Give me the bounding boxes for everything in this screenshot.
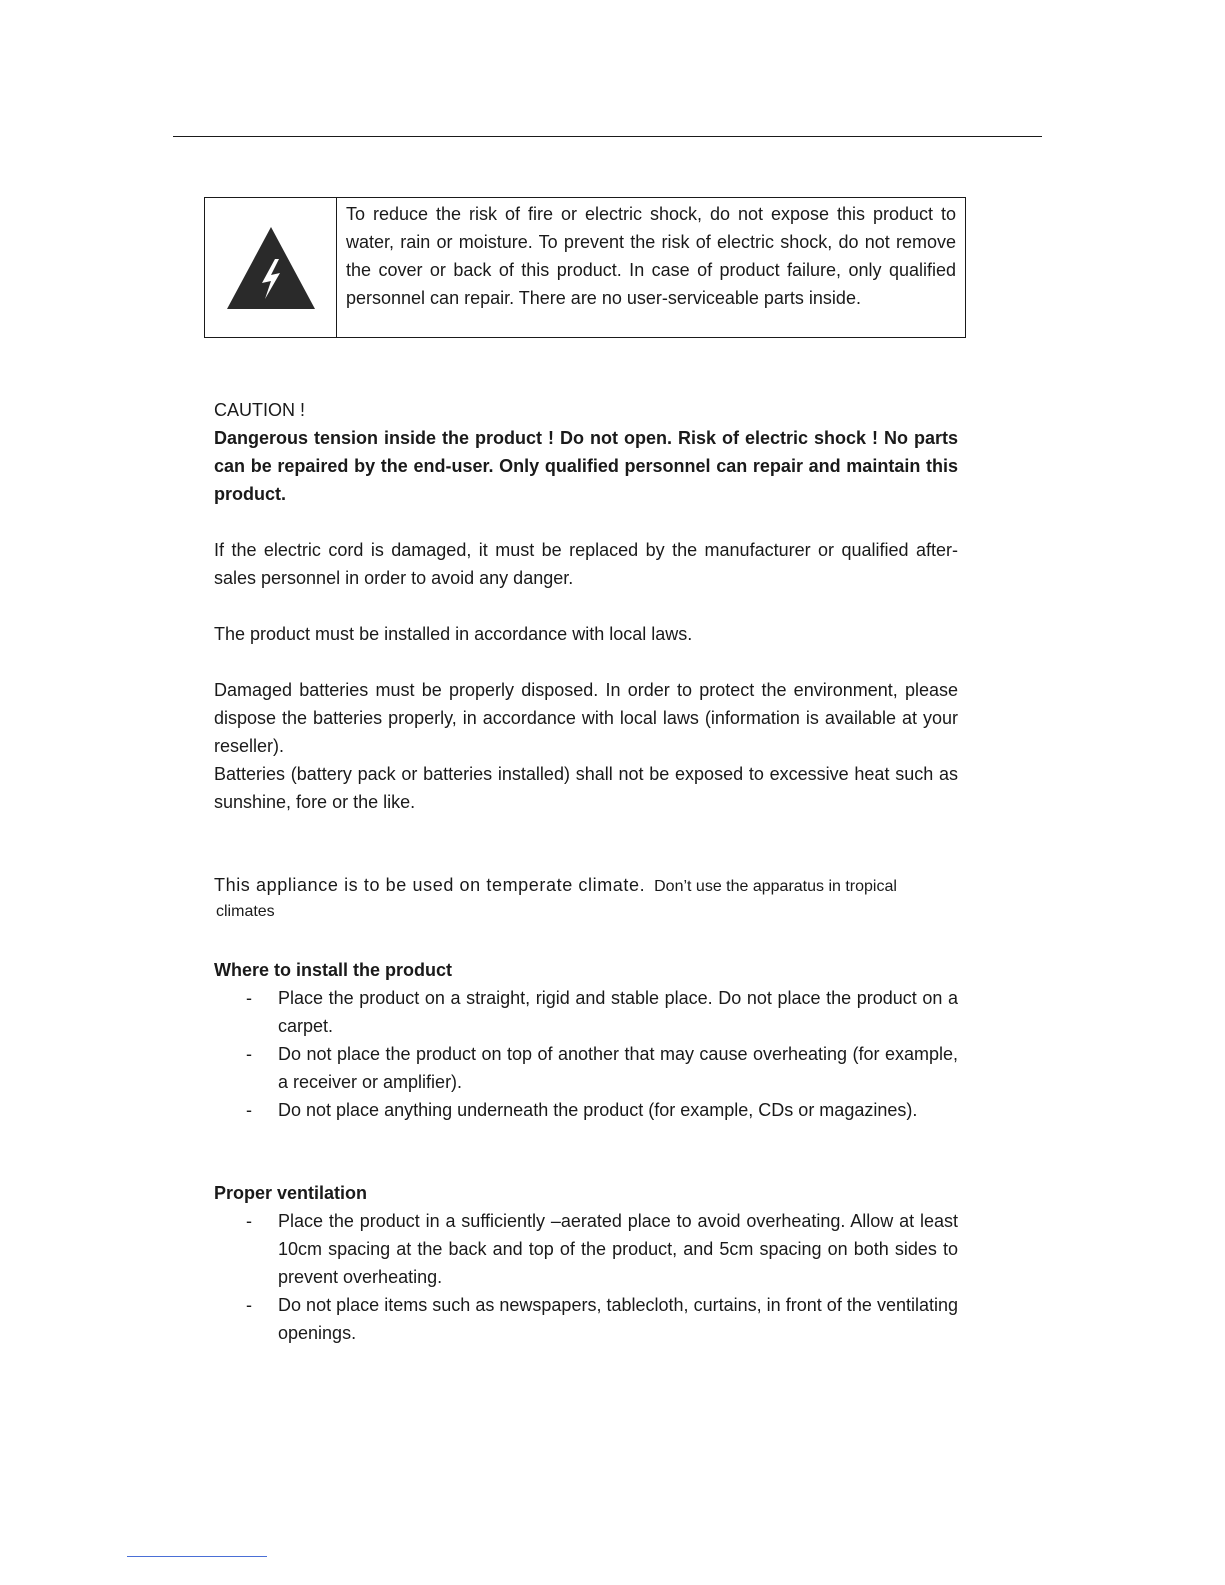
list-item-text: Place the product on a straight, rigid and stable place. Do not place the product on a carpet.	[278, 988, 958, 1036]
batteries-heat-paragraph: Batteries (battery pack or batteries installed) shall not be exposed to excessive heat such as sunshine, fore or the like.	[214, 764, 958, 812]
install-list	[214, 984, 958, 1124]
install-heading: Where to install the product	[214, 960, 453, 980]
climate-text-tropical: Don’t use the apparatus in tropical	[654, 878, 897, 895]
list-dash: -	[246, 1211, 252, 1231]
list-dash: -	[246, 1100, 252, 1120]
list-item	[214, 1096, 958, 1124]
batteries-section	[214, 676, 958, 816]
warning-icon-cell	[205, 198, 337, 337]
caution-section	[214, 396, 958, 508]
warning-text: To reduce the risk of fire or electric shock, do not expose this product to water, rain or moisture. To prevent the risk of electric shock, do not remove the cover or back of this product. In case of product failure, only qualified personnel can repair. There are no user-serviceable parts inside.	[346, 204, 956, 308]
list-dash: -	[246, 1295, 252, 1315]
list-item-text: Do not place items such as newspapers, tablecloth, curtains, in front of the ventilating openings.	[278, 1295, 958, 1343]
caution-title: CAUTION !	[214, 400, 306, 420]
header-rule	[173, 136, 1042, 137]
laws-paragraph: The product must be installed in accordance with local laws.	[214, 624, 693, 644]
cord-paragraph: If the electric cord is damaged, it must be replaced by the manufacturer or qualified after-sales personnel in order to avoid any danger.	[214, 540, 958, 588]
list-item	[214, 1291, 958, 1347]
warning-box	[204, 197, 966, 338]
list-item-text: Do not place anything underneath the product (for example, CDs or magazines).	[278, 1100, 918, 1120]
climate-text-continued: climates	[216, 903, 275, 920]
footer-link-underline[interactable]	[127, 1556, 267, 1557]
ventilation-heading: Proper ventilation	[214, 1183, 368, 1203]
list-item	[214, 1040, 958, 1096]
list-dash: -	[246, 1044, 252, 1064]
list-item-text: Do not place the product on top of another that may cause overheating (for example, a receiver or amplifier).	[278, 1044, 958, 1092]
list-dash: -	[246, 988, 252, 1008]
climate-text-main: This appliance is to be used on temperate climate.	[214, 875, 646, 895]
climate-notice	[214, 871, 974, 901]
list-item	[214, 984, 958, 1040]
caution-text: Dangerous tension inside the product ! Do not open. Risk of electric shock ! No parts can be repaired by the end-user. Only qualified personnel can repair and maintain this product.	[214, 428, 958, 504]
list-item-text: Place the product in a sufficiently –aerated place to avoid overheating. Allow at least 10cm spacing at the back and top of the product, and 5cm spacing on both sides to prevent overheating.	[278, 1211, 958, 1287]
electric-shock-warning-icon	[225, 225, 317, 311]
ventilation-list	[214, 1207, 958, 1347]
list-item	[214, 1207, 958, 1291]
batteries-disposal-paragraph: Damaged batteries must be properly disposed. In order to protect the environment, please dispose the batteries properly, in accordance with local laws (information is available at your reseller).	[214, 680, 958, 756]
